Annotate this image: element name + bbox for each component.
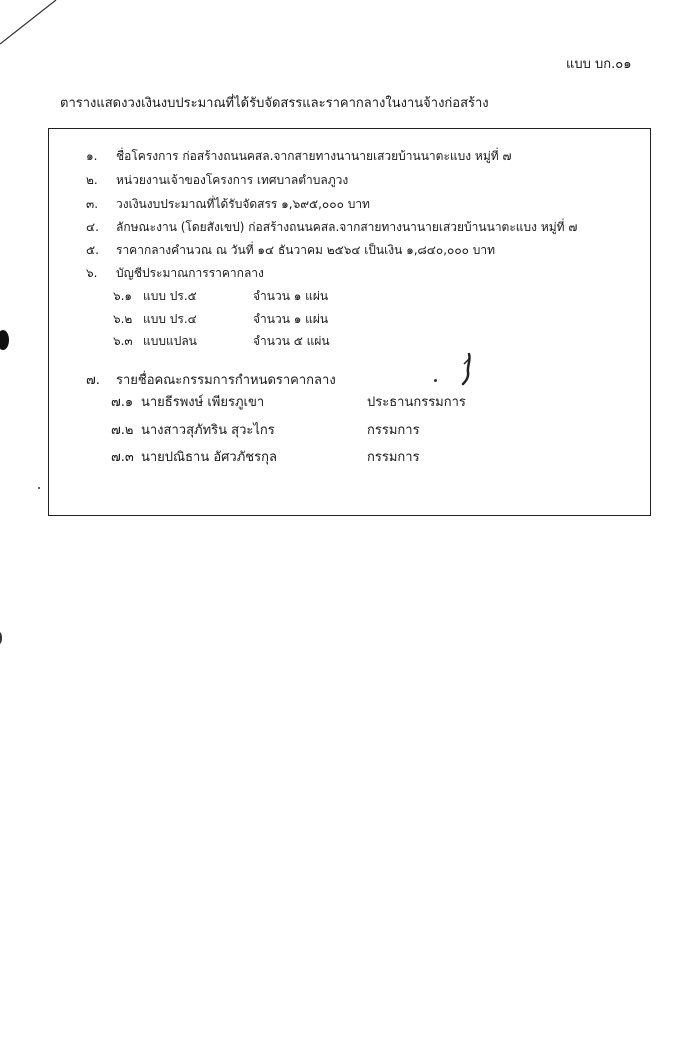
- sub-item-name: แบบแปลน: [143, 334, 197, 348]
- item-number: ๑.: [86, 149, 98, 163]
- item-text: ราคากลางคำนวณ ณ วันที่ ๑๔ ธันวาคม ๒๕๖๔ เป็นเงิน ๑,๘๔๐,๐๐๐ บาท: [116, 243, 496, 257]
- item-text: บัญชีประมาณการราคากลาง: [116, 266, 264, 280]
- committee-heading-text: รายชื่อคณะกรรมการกำหนดราคากลาง: [116, 373, 336, 388]
- member-number: ๗.๓: [111, 450, 134, 465]
- member-role: กรรมการ: [367, 450, 420, 465]
- form-code: แบบ บก.๐๑: [566, 57, 632, 72]
- sub-item-name: แบบ ปร.๕: [143, 289, 197, 303]
- item-text: ลักษณะงาน (โดยสังเขป) ก่อสร้างถนนคสล.จากสายทางนานายเสวยบ้านนาตะแบง หมู่ที่ ๗: [116, 220, 578, 234]
- sub-item: [113, 287, 328, 306]
- item-number: ๕.: [86, 243, 99, 257]
- sub-item-number: ๖.๑: [113, 289, 133, 303]
- committee-member: [111, 446, 420, 467]
- member-role: ประธานกรรมการ: [367, 395, 466, 410]
- punch-hole-mark: [0, 330, 9, 350]
- member-number: ๗.๒: [111, 423, 134, 438]
- committee-heading: [86, 369, 336, 390]
- sub-item: [113, 310, 328, 329]
- ink-speck: [38, 487, 40, 489]
- ink-speck: [434, 379, 437, 382]
- sub-item-qty: จำนวน ๑ แผ่น: [253, 289, 329, 303]
- item-number: ๒.: [86, 173, 98, 187]
- member-name: นายปณิธาน อัศวภัชรกุล: [141, 450, 277, 465]
- document-title: ตารางแสดงวงเงินงบประมาณที่ได้รับจัดสรรและราคากลางในงานจ้างก่อสร้าง: [60, 96, 489, 111]
- list-item: [86, 241, 495, 260]
- member-role: กรรมการ: [367, 423, 420, 438]
- member-name: นายธีรพงษ์ เพียรภูเขา: [141, 395, 265, 410]
- sub-item-qty: จำนวน ๑ แผ่น: [253, 312, 329, 326]
- committee-member: [111, 391, 466, 412]
- sub-item-number: ๖.๓: [113, 334, 133, 348]
- list-item: [86, 218, 577, 237]
- item-number: ๓.: [86, 197, 99, 211]
- item-number: ๔.: [86, 220, 99, 234]
- sub-item-number: ๖.๒: [113, 312, 133, 326]
- item-number: ๖.: [86, 266, 98, 280]
- sub-item-qty: จำนวน ๕ แผ่น: [253, 334, 330, 348]
- item-text: วงเงินงบประมาณที่ได้รับจัดสรร ๑,๖๙๕,๐๐๐ บาท: [116, 197, 370, 211]
- member-name: นางสาวสุภัทริน สุวะไกร: [141, 423, 275, 438]
- signature-mark: [455, 352, 477, 386]
- item-text: หน่วยงานเจ้าของโครงการ เทศบาลตำบลภูวง: [116, 173, 349, 187]
- item-text: ชื่อโครงการ ก่อสร้างถนนคสล.จากสายทางนานายเสวยบ้านนาตะแบง หมู่ที่ ๗: [116, 149, 512, 163]
- corner-line: [0, 0, 60, 45]
- list-item: [86, 195, 370, 214]
- list-item: [86, 171, 348, 190]
- list-item: [86, 264, 264, 283]
- committee-member: [111, 419, 420, 440]
- sub-item-name: แบบ ปร.๔: [143, 312, 197, 326]
- info-box: [48, 128, 651, 516]
- list-item: [86, 147, 512, 166]
- member-number: ๗.๑: [111, 395, 134, 410]
- committee-heading-number: ๗.: [86, 373, 100, 388]
- punch-hole-mark: [0, 632, 2, 644]
- sub-item: [113, 332, 330, 351]
